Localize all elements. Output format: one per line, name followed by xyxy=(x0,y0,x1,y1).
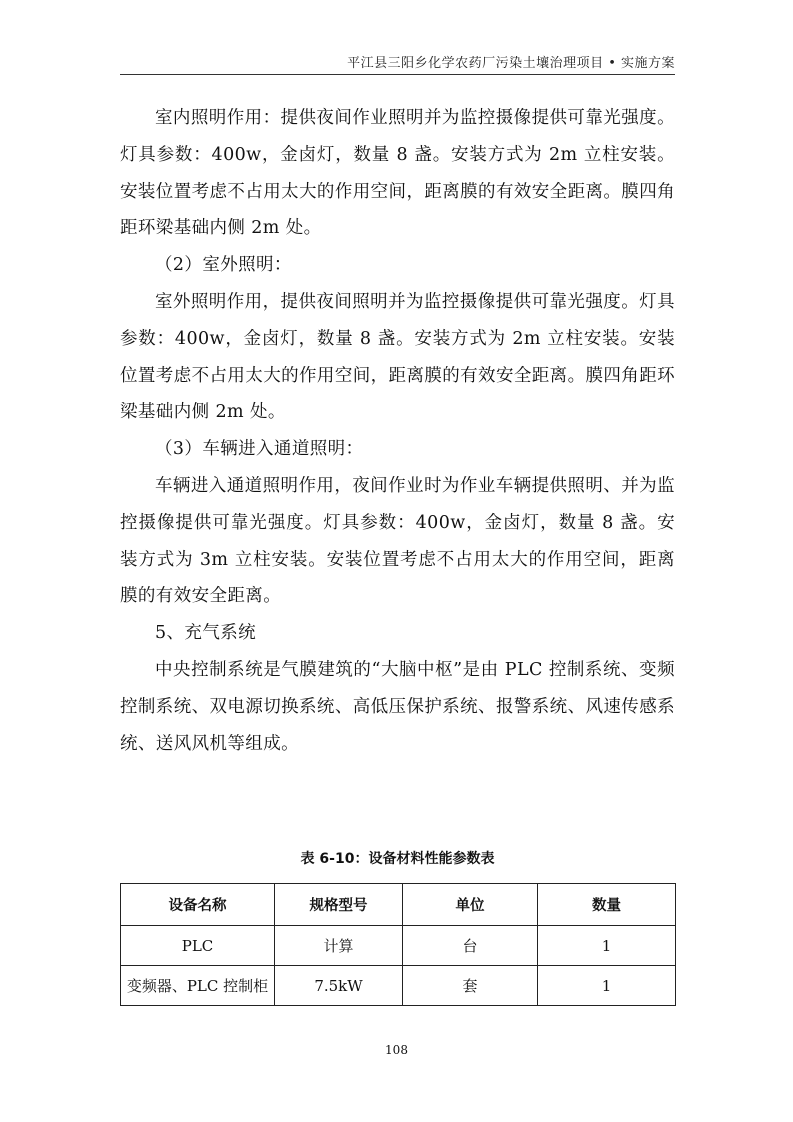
table-cell: 1 xyxy=(538,966,676,1006)
paragraph-indoor-lighting: 室内照明作用：提供夜间作业照明并为监控摄像提供可靠光强度。灯具参数：400w，金卤灯，数量 8 盏。安装方式为 2m 立柱安装。安装位置考虑不占用太大的作用空间，距离膜的有效安全距离。膜四角距环梁基础内侧 2m 处。 xyxy=(120,108,675,239)
table-header-cell: 设备名称 xyxy=(121,884,275,926)
table-header-cell: 规格型号 xyxy=(275,884,403,926)
table-header-cell: 数量 xyxy=(538,884,676,926)
table-cell: 计算 xyxy=(275,926,403,966)
header-divider xyxy=(120,74,675,75)
table-cell: 台 xyxy=(403,926,538,966)
paragraph-outdoor-lighting: 室外照明作用，提供夜间照明并为监控摄像提供可靠光强度。灯具参数：400w，金卤灯，数量 8 盏。安装方式为 2m 立柱安装。安装位置考虑不占用太大的作用空间，距离膜的有效安全距离。膜四角距环梁基础内侧 2m 处。 xyxy=(120,291,675,423)
section-heading-inflation-system: 5、充气系统 xyxy=(155,623,257,644)
table-header-row xyxy=(121,884,676,926)
page-number: 108 xyxy=(385,1043,408,1057)
table-cell: 1 xyxy=(538,926,676,966)
running-header: 平江县三阳乡化学农药厂污染土壤治理项目 • 实施方案 xyxy=(347,56,675,71)
table-cell: PLC xyxy=(121,926,275,966)
table-row xyxy=(121,966,676,1006)
table-row xyxy=(121,926,676,966)
table-cell: 7.5kW xyxy=(275,966,403,1006)
table-cell: 套 xyxy=(403,966,538,1006)
table-header-cell: 单位 xyxy=(403,884,538,926)
equipment-parameter-table xyxy=(120,883,676,1006)
paragraph-vehicle-lighting: 车辆进入通道照明作用，夜间作业时为作业车辆提供照明、并为监控摄像提供可靠光强度。灯具参数：400w，金卤灯，数量 8 盏。安装方式为 3m 立柱安装。安装位置考虑不占用太大的作用空间，距离膜的有效安全距离。 xyxy=(120,475,675,607)
table-cell: 变频器、PLC 控制柜 xyxy=(121,966,275,1006)
subheading-outdoor-lighting: （2）室外照明： xyxy=(155,255,292,276)
body-text xyxy=(120,100,675,762)
table-caption: 表 6-10：设备材料性能参数表 xyxy=(300,851,495,867)
paragraph-central-control: 中央控制系统是气膜建筑的“大脑中枢”是由 PLC 控制系统、变频控制系统、双电源切换系统、高低压保护系统、报警系统、风速传感系统、送风风机等组成。 xyxy=(120,659,675,754)
subheading-vehicle-lighting: （3）车辆进入通道照明： xyxy=(155,439,364,460)
